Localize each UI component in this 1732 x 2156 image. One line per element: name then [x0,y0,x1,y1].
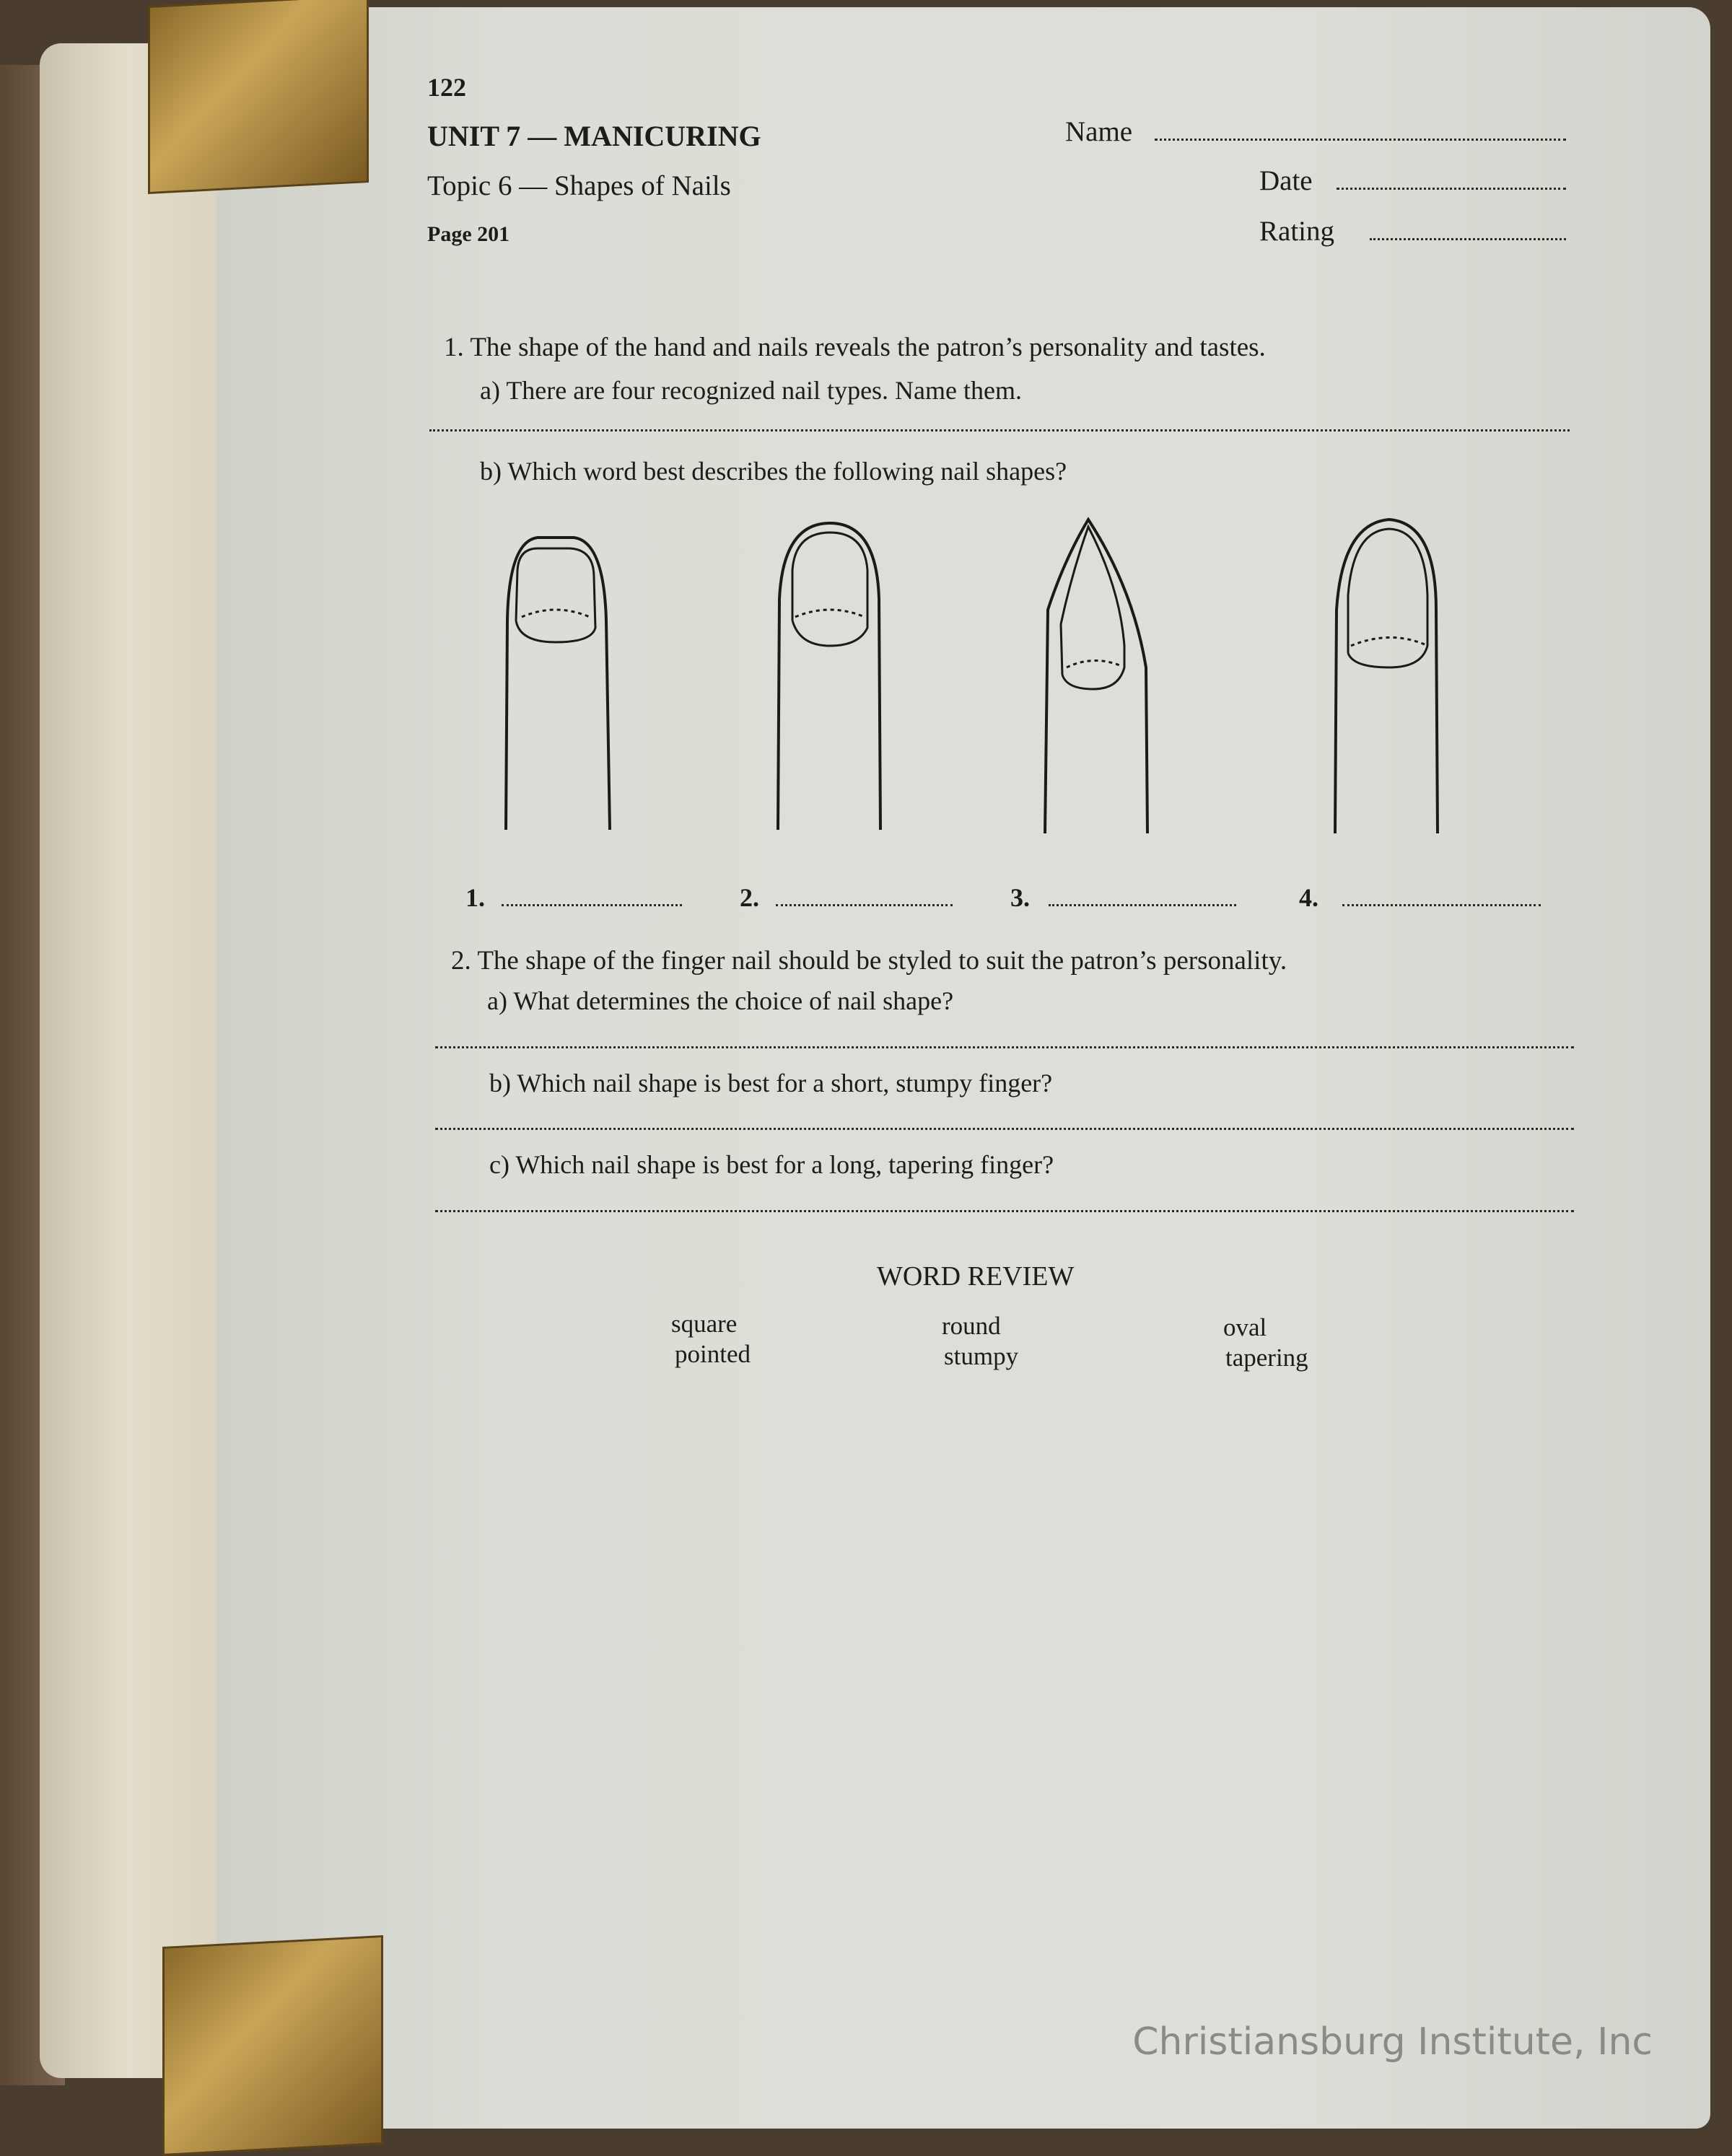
word-review-word: tapering [1225,1344,1308,1372]
worksheet-page [216,7,1710,2129]
word-review-title: WORD REVIEW [877,1261,1075,1292]
question-2b: b) Which nail shape is best for a short, stumpy finger? [489,1069,1053,1097]
question-2: 2. The shape of the finger nail should be styled to suit the patron’s personality. [451,946,1287,976]
pointed-nail-illustration [1039,516,1169,841]
blank-label-3: 3. [1010,883,1030,912]
word-review-word: square [671,1310,738,1338]
answer-line-1a[interactable] [429,429,1570,431]
unit-title: UNIT 7 — MANICURING [427,120,761,152]
date-field[interactable] [1337,188,1566,190]
answer-blank-1[interactable] [502,904,682,906]
square-nail-illustration [502,527,631,837]
binder-clip-top [148,0,369,194]
page-number: 122 [427,73,466,102]
question-2a: a) What determines the choice of nail shape? [487,986,954,1015]
word-review-word: oval [1223,1313,1267,1341]
rating-field[interactable] [1370,238,1566,240]
topic-title: Topic 6 — Shapes of Nails [427,170,731,201]
page-reference: Page 201 [427,222,510,246]
binder-clip-bottom [162,1935,383,2156]
answer-blank-2[interactable] [776,904,953,906]
word-review-word: round [942,1312,1001,1340]
answer-blank-3[interactable] [1049,904,1236,906]
archive-watermark: Christiansburg Institute, Inc [1132,2020,1653,2064]
word-review-word: pointed [675,1340,751,1368]
question-1b: b) Which word best describes the following nail shapes? [480,457,1067,486]
question-2c: c) Which nail shape is best for a long, tapering finger? [489,1150,1054,1179]
blank-label-1: 1. [465,883,485,912]
word-review-word: stumpy [944,1342,1019,1370]
question-1: 1. The shape of the hand and nails reveals the patron’s personality and tastes. [444,333,1266,362]
blank-label-4: 4. [1299,883,1318,912]
blank-label-2: 2. [740,883,759,912]
answer-line-2b[interactable] [435,1128,1574,1130]
date-label: Date [1259,165,1313,196]
oval-nail-illustration [1328,516,1458,841]
name-field[interactable] [1155,139,1566,141]
answer-line-2c[interactable] [435,1210,1574,1212]
answer-line-2a[interactable] [435,1046,1574,1048]
name-label: Name [1065,116,1133,147]
rating-label: Rating [1259,216,1334,247]
answer-blank-4[interactable] [1342,904,1541,906]
question-1a: a) There are four recognized nail types. Name them. [480,376,1022,405]
round-nail-illustration [772,520,902,837]
